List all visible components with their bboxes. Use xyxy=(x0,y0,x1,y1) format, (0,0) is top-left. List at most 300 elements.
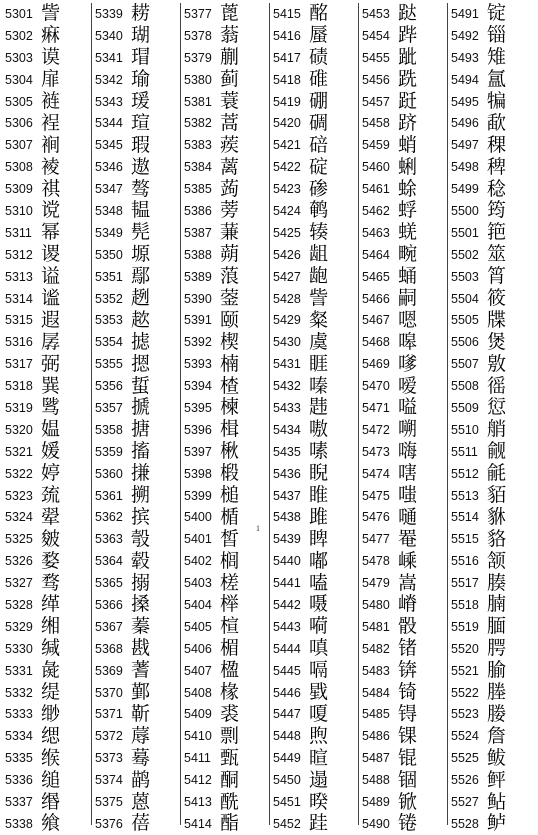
entry-character: 蜍 xyxy=(398,178,418,200)
list-item xyxy=(270,747,358,769)
entry-number: 5351 xyxy=(95,269,123,284)
entry-character: 媪 xyxy=(41,418,61,441)
entry-number: 5339 xyxy=(95,6,123,21)
entry-number: 5510 xyxy=(451,422,479,437)
entry-character: 蒟 xyxy=(220,178,240,200)
entry-character: 谧 xyxy=(41,287,61,310)
entry-character: 锞 xyxy=(398,725,418,747)
entry-number: 5368 xyxy=(95,641,123,656)
list-item xyxy=(92,91,180,113)
list-item xyxy=(181,725,269,747)
entry-number: 5442 xyxy=(273,597,301,612)
entry-number: 5333 xyxy=(5,707,33,722)
entry-number: 5453 xyxy=(362,6,390,21)
list-item xyxy=(181,3,269,25)
column-2 xyxy=(91,3,180,835)
entry-character: 跐 xyxy=(398,46,418,69)
list-item xyxy=(2,485,91,507)
entry-character: 蜇 xyxy=(131,375,151,397)
entry-number: 5405 xyxy=(184,619,212,634)
entry-character: 谟 xyxy=(41,46,61,69)
entry-number: 5326 xyxy=(5,554,33,569)
entry-character: 嗐 xyxy=(398,462,418,485)
entry-character: 裢 xyxy=(41,90,61,112)
list-item xyxy=(270,375,358,397)
list-item xyxy=(92,485,180,507)
list-item xyxy=(448,572,536,594)
entry-character: 觎 xyxy=(487,440,507,463)
entry-character: 锝 xyxy=(398,703,418,725)
entry-number: 5432 xyxy=(273,379,301,394)
list-item xyxy=(181,47,269,69)
list-item xyxy=(359,266,447,288)
entry-character: 暄 xyxy=(309,747,329,769)
list-item xyxy=(181,200,269,222)
list-item xyxy=(92,331,180,353)
list-item xyxy=(2,747,91,769)
list-item xyxy=(270,594,358,616)
list-item xyxy=(359,813,447,835)
entry-number: 5499 xyxy=(451,182,479,197)
entry-number: 5314 xyxy=(5,291,33,306)
entry-character: 蜉 xyxy=(398,200,418,222)
entry-character: 碇 xyxy=(309,156,329,178)
entry-number: 5500 xyxy=(451,203,479,218)
list-item xyxy=(92,200,180,222)
entry-character: 跹 xyxy=(398,90,418,112)
list-item xyxy=(2,572,91,594)
entry-character: 幂 xyxy=(41,221,61,244)
entry-number: 5301 xyxy=(5,6,33,21)
entry-character: 艄 xyxy=(487,418,507,441)
list-item xyxy=(92,638,180,660)
entry-character: 稔 xyxy=(487,178,507,200)
entry-number: 5388 xyxy=(184,247,212,262)
entry-number: 5429 xyxy=(273,313,301,328)
entry-character: 龅 xyxy=(309,265,329,288)
entry-character: 戡 xyxy=(131,637,151,660)
entry-character: 跣 xyxy=(398,68,418,91)
entry-number: 5490 xyxy=(362,816,390,831)
entry-character: 碜 xyxy=(309,178,329,200)
entry-number: 5482 xyxy=(362,641,390,656)
entry-number: 5372 xyxy=(95,729,123,744)
entry-character: 瑁 xyxy=(131,46,151,69)
entry-character: 搠 xyxy=(131,484,151,507)
entry-number: 5362 xyxy=(95,510,123,525)
entry-number: 5436 xyxy=(273,466,301,481)
list-item xyxy=(181,309,269,331)
entry-character: 骜 xyxy=(131,178,151,200)
entry-character: 嗌 xyxy=(398,397,418,419)
entry-character: 嗣 xyxy=(398,287,418,310)
entry-number: 5375 xyxy=(95,795,123,809)
list-item xyxy=(92,134,180,156)
list-item xyxy=(359,506,447,528)
entry-number: 5513 xyxy=(451,488,479,503)
list-item xyxy=(359,353,447,375)
entry-character: 蓓 xyxy=(131,812,151,835)
list-item xyxy=(270,134,358,156)
list-item xyxy=(359,485,447,507)
list-item xyxy=(181,156,269,178)
entry-number: 5327 xyxy=(5,576,33,591)
entry-character: 嗥 xyxy=(398,331,418,353)
list-item xyxy=(92,528,180,550)
entry-number: 5357 xyxy=(95,400,123,415)
entry-number: 5416 xyxy=(273,28,301,43)
column-1 xyxy=(2,3,91,835)
entry-character: 蒺 xyxy=(220,134,240,156)
entry-character: 剽 xyxy=(220,725,240,747)
entry-character: 楦 xyxy=(220,615,240,638)
list-item xyxy=(270,616,358,638)
entry-number: 5452 xyxy=(273,816,301,831)
entry-character: 谥 xyxy=(41,265,61,288)
entry-character: 扉 xyxy=(41,68,61,91)
list-item xyxy=(270,704,358,726)
entry-character: 搦 xyxy=(131,572,151,594)
list-item xyxy=(92,682,180,704)
entry-number: 5459 xyxy=(362,138,390,153)
entry-character: 蜃 xyxy=(309,24,329,47)
entry-number: 5359 xyxy=(95,444,123,459)
list-item xyxy=(2,178,91,200)
entry-character: 雎 xyxy=(309,506,329,528)
entry-number: 5473 xyxy=(362,444,390,459)
entry-number: 5477 xyxy=(362,532,390,547)
entry-character: 蒽 xyxy=(131,791,151,813)
entry-character: 搡 xyxy=(131,594,151,616)
entry-number: 5476 xyxy=(362,510,390,525)
entry-character: 跶 xyxy=(398,3,418,25)
entry-number: 5465 xyxy=(362,269,390,284)
entry-number: 5311 xyxy=(5,225,32,240)
entry-number: 5337 xyxy=(5,795,33,809)
list-item xyxy=(448,528,536,550)
entry-number: 5386 xyxy=(184,203,212,218)
list-item xyxy=(92,441,180,463)
entry-number: 5431 xyxy=(273,357,301,372)
list-item xyxy=(2,638,91,660)
entry-character: 毹 xyxy=(487,462,507,485)
entry-character: 蒡 xyxy=(220,200,240,222)
entry-number: 5494 xyxy=(451,72,479,87)
list-item xyxy=(270,485,358,507)
entry-number: 5418 xyxy=(273,72,301,87)
entry-character: 瑗 xyxy=(131,90,151,112)
entry-character: 碓 xyxy=(309,68,329,91)
entry-character: 犏 xyxy=(487,90,507,112)
entry-character: 腩 xyxy=(487,594,507,616)
list-item xyxy=(2,616,91,638)
entry-number: 5306 xyxy=(5,116,33,131)
entry-character: 蓑 xyxy=(220,90,240,112)
entry-character: 訾 xyxy=(309,287,329,310)
entry-character: 椴 xyxy=(220,462,240,485)
entry-character: 罨 xyxy=(398,528,418,550)
entry-character: 槎 xyxy=(220,572,240,594)
entry-number: 5383 xyxy=(184,138,212,153)
entry-number: 5338 xyxy=(5,816,33,831)
list-item xyxy=(181,288,269,310)
entry-character: 龃 xyxy=(309,243,329,266)
entry-character: 毂 xyxy=(131,550,151,572)
entry-character: 缂 xyxy=(41,594,61,616)
entry-character: 锢 xyxy=(398,769,418,791)
entry-character: 鄢 xyxy=(131,265,151,288)
list-item xyxy=(181,813,269,835)
entry-character: 酰 xyxy=(220,791,240,813)
list-item xyxy=(92,375,180,397)
entry-number: 5515 xyxy=(451,532,479,547)
entry-number: 5385 xyxy=(184,182,212,197)
entry-number: 5501 xyxy=(451,225,479,240)
list-item xyxy=(92,156,180,178)
entry-character: 貊 xyxy=(487,484,507,507)
entry-character: 缌 xyxy=(41,725,61,747)
entry-number: 5526 xyxy=(451,773,479,788)
list-item xyxy=(270,397,358,419)
entry-number: 5497 xyxy=(451,138,479,153)
entry-character: 锜 xyxy=(398,681,418,704)
list-item xyxy=(270,353,358,375)
entry-character: 嗷 xyxy=(309,418,329,441)
entry-character: 暌 xyxy=(309,791,329,813)
entry-character: 詹 xyxy=(487,725,507,747)
list-item xyxy=(181,178,269,200)
entry-character: 缒 xyxy=(41,769,61,791)
entry-character: 蒿 xyxy=(220,112,240,134)
entry-number: 5350 xyxy=(95,247,123,262)
entry-number: 5382 xyxy=(184,116,212,131)
list-item xyxy=(181,769,269,791)
entry-character: 痳 xyxy=(41,24,61,47)
list-item xyxy=(448,485,536,507)
entry-number: 5474 xyxy=(362,466,390,481)
entry-number: 5502 xyxy=(451,247,479,262)
entry-character: 睥 xyxy=(309,528,329,550)
entry-number: 5347 xyxy=(95,182,123,197)
list-item xyxy=(181,704,269,726)
entry-number: 5318 xyxy=(5,379,33,394)
entry-number: 5492 xyxy=(451,28,479,43)
entry-number: 5518 xyxy=(451,597,479,612)
entry-character: 腧 xyxy=(487,659,507,682)
entry-character: 訾 xyxy=(41,3,61,25)
list-item xyxy=(448,638,536,660)
entry-character: 睚 xyxy=(309,353,329,375)
entry-character: 嗵 xyxy=(398,506,418,528)
list-item xyxy=(181,25,269,47)
list-item xyxy=(448,725,536,747)
entry-character: 嗨 xyxy=(398,440,418,463)
entry-character: 摈 xyxy=(131,506,151,528)
list-item xyxy=(2,791,91,813)
list-item xyxy=(181,638,269,660)
entry-number: 5410 xyxy=(184,729,212,744)
list-item xyxy=(359,375,447,397)
entry-number: 5420 xyxy=(273,116,301,131)
entry-number: 5472 xyxy=(362,422,390,437)
list-item xyxy=(359,200,447,222)
entry-character: 锱 xyxy=(487,24,507,47)
entry-number: 5433 xyxy=(273,400,301,415)
entry-number: 5528 xyxy=(451,816,479,831)
entry-number: 5378 xyxy=(184,28,212,43)
entry-number: 5514 xyxy=(451,510,479,525)
entry-number: 5315 xyxy=(5,313,33,328)
entry-number: 5349 xyxy=(95,225,123,240)
list-item xyxy=(448,266,536,288)
entry-character: 锨 xyxy=(398,791,418,813)
list-item xyxy=(92,288,180,310)
entry-number: 5519 xyxy=(451,619,479,634)
entry-number: 5397 xyxy=(184,444,212,459)
entry-character: 锗 xyxy=(398,637,418,660)
entry-character: 韫 xyxy=(131,200,151,222)
entry-character: 彘 xyxy=(41,659,61,682)
list-item xyxy=(270,638,358,660)
entry-number: 5408 xyxy=(184,685,212,700)
list-item xyxy=(448,769,536,791)
list-item xyxy=(181,747,269,769)
entry-number: 5370 xyxy=(95,685,123,700)
list-item xyxy=(270,331,358,353)
list-item xyxy=(448,200,536,222)
list-item xyxy=(359,397,447,419)
entry-number: 5354 xyxy=(95,335,123,350)
entry-character: 靳 xyxy=(131,703,151,725)
entry-character: 塍 xyxy=(487,681,507,704)
entry-number: 5421 xyxy=(273,138,301,153)
entry-character: 槌 xyxy=(220,484,240,507)
list-item xyxy=(181,244,269,266)
list-item xyxy=(181,550,269,572)
entry-number: 5325 xyxy=(5,532,33,547)
entry-character: 跬 xyxy=(309,812,329,835)
list-item xyxy=(181,353,269,375)
entry-character: 睨 xyxy=(309,462,329,485)
list-item xyxy=(270,266,358,288)
entry-number: 5358 xyxy=(95,422,123,437)
entry-character: 蜣 xyxy=(398,221,418,244)
entry-number: 5484 xyxy=(362,685,390,700)
list-item xyxy=(2,463,91,485)
entry-character: 蓁 xyxy=(131,615,151,638)
list-item xyxy=(181,112,269,134)
entry-character: 鲆 xyxy=(487,769,507,791)
list-item xyxy=(2,266,91,288)
entry-character: 遨 xyxy=(131,156,151,178)
list-item xyxy=(181,134,269,156)
list-item xyxy=(359,725,447,747)
list-item xyxy=(359,288,447,310)
entry-character: 嗑 xyxy=(309,572,329,594)
entry-character: 嗫 xyxy=(309,594,329,616)
list-item xyxy=(448,3,536,25)
list-item xyxy=(92,309,180,331)
entry-number: 5426 xyxy=(273,247,301,262)
entry-number: 5469 xyxy=(362,357,390,372)
entry-character: 髡 xyxy=(131,221,151,244)
entry-number: 5387 xyxy=(184,225,212,240)
entry-number: 5329 xyxy=(5,619,33,634)
entry-character: 嵩 xyxy=(398,572,418,594)
entry-character: 甄 xyxy=(220,747,240,769)
entry-character: 楹 xyxy=(220,659,240,682)
list-item xyxy=(2,813,91,835)
list-item xyxy=(359,47,447,69)
list-item xyxy=(2,397,91,419)
entry-number: 5525 xyxy=(451,751,479,766)
entry-character: 颐 xyxy=(220,309,240,331)
entry-number: 5444 xyxy=(273,641,301,656)
entry-number: 5361 xyxy=(95,488,123,503)
entry-character: 跻 xyxy=(398,112,418,134)
entry-character: 搋 xyxy=(131,397,151,419)
entry-number: 5394 xyxy=(184,379,212,394)
entry-character: 摅 xyxy=(131,331,151,353)
list-item xyxy=(359,682,447,704)
list-item xyxy=(270,550,358,572)
entry-character: 楠 xyxy=(220,353,240,375)
entry-number: 5319 xyxy=(5,400,33,415)
list-item xyxy=(448,375,536,397)
entry-character: 骰 xyxy=(398,615,418,638)
entry-number: 5371 xyxy=(95,707,123,722)
entry-number: 5395 xyxy=(184,400,212,415)
entry-character: 蓍 xyxy=(131,659,151,682)
entry-character: 谡 xyxy=(41,243,61,266)
entry-number: 5352 xyxy=(95,291,123,306)
entry-number: 5369 xyxy=(95,663,123,678)
entry-character: 嗳 xyxy=(398,375,418,397)
list-item xyxy=(2,3,91,25)
entry-number: 5345 xyxy=(95,138,123,153)
entry-number: 5485 xyxy=(362,707,390,722)
entry-number: 5462 xyxy=(362,203,390,218)
list-item xyxy=(92,69,180,91)
list-item xyxy=(2,200,91,222)
entry-number: 5393 xyxy=(184,357,212,372)
list-item xyxy=(92,769,180,791)
entry-number: 5506 xyxy=(451,335,479,350)
entry-number: 5443 xyxy=(273,619,301,634)
entry-number: 5451 xyxy=(273,795,301,809)
entry-number: 5480 xyxy=(362,597,390,612)
entry-number: 5373 xyxy=(95,751,123,766)
entry-character: 蓦 xyxy=(131,747,151,769)
entry-character: 腭 xyxy=(487,637,507,660)
entry-number: 5330 xyxy=(5,641,33,656)
entry-number: 5487 xyxy=(362,751,390,766)
entry-number: 5448 xyxy=(273,729,301,744)
entry-character: 瑜 xyxy=(131,68,151,91)
list-item xyxy=(270,572,358,594)
entry-number: 5478 xyxy=(362,554,390,569)
entry-character: 鲅 xyxy=(487,747,507,769)
entry-character: 缑 xyxy=(41,747,61,769)
list-item xyxy=(2,331,91,353)
entry-number: 5458 xyxy=(362,116,390,131)
entry-number: 5439 xyxy=(273,532,301,547)
entry-character: 缇 xyxy=(41,681,61,704)
entry-character: 蓥 xyxy=(220,287,240,310)
entry-number: 5523 xyxy=(451,707,479,722)
entry-character: 稗 xyxy=(487,156,507,178)
list-item xyxy=(92,25,180,47)
